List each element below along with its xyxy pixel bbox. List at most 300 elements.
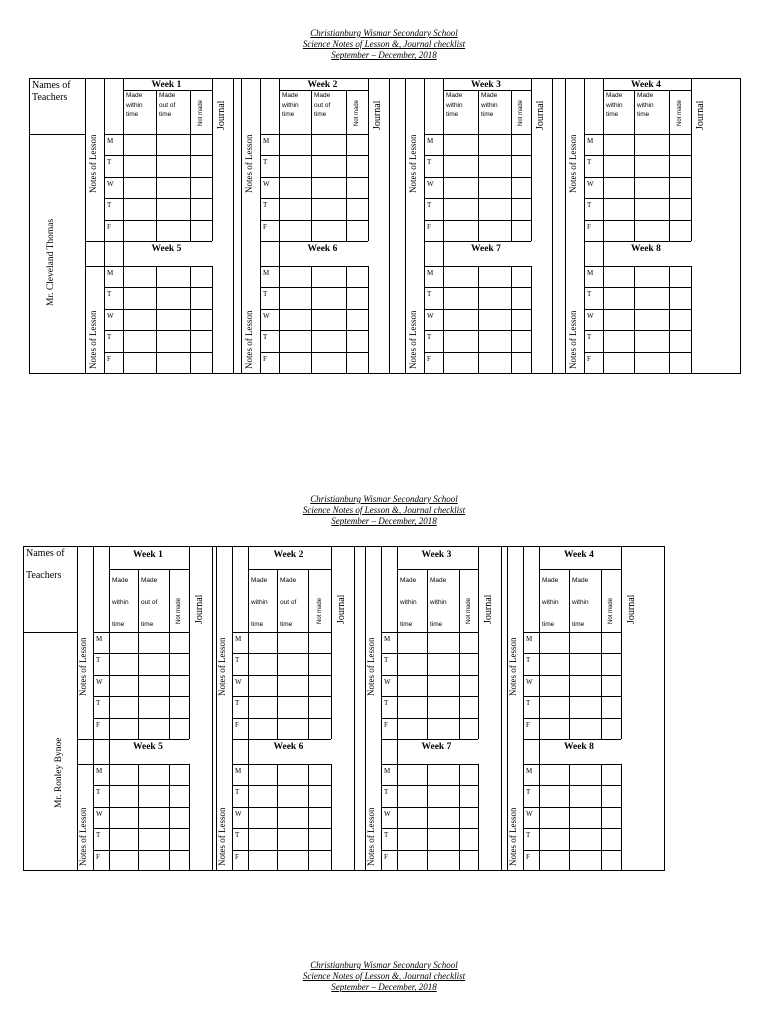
subheader-line: out of xyxy=(141,599,158,606)
grid-line xyxy=(381,696,478,697)
grid-line xyxy=(260,198,368,199)
grid-line xyxy=(331,546,332,739)
day-label: M xyxy=(587,269,594,277)
day-label: T xyxy=(526,656,531,665)
grid-line xyxy=(93,828,189,829)
notes-of-lesson-label: Notes of Lesson xyxy=(567,134,578,193)
day-label: M xyxy=(96,635,103,643)
grid-line xyxy=(523,675,621,676)
made-out-of-time-label xyxy=(314,91,345,120)
grid-line xyxy=(346,90,347,241)
day-label: T xyxy=(235,831,240,840)
subheader-line: within xyxy=(430,599,447,606)
day-label: T xyxy=(263,290,268,299)
subheader-line: time xyxy=(314,111,327,118)
grid-line xyxy=(511,90,512,241)
made-out-of-time-label xyxy=(141,570,168,636)
day-label: T xyxy=(526,699,531,708)
subheader-line: Made xyxy=(251,577,268,584)
day-label: M xyxy=(107,269,114,277)
grid-line xyxy=(23,546,24,871)
week-label: Week 7 xyxy=(421,742,452,752)
grid-line xyxy=(189,764,190,871)
grid-line xyxy=(552,78,553,374)
grid-line xyxy=(664,546,665,871)
grid-line xyxy=(368,78,369,241)
not-made-label: Not made xyxy=(198,99,204,126)
subheader-line: Made xyxy=(400,577,417,584)
day-label: M xyxy=(235,635,242,643)
made-within-time-label xyxy=(542,570,568,636)
notes-of-lesson-label: Notes of Lesson xyxy=(366,807,376,866)
term-period: September – December, 2018 xyxy=(331,516,437,526)
day-label: F xyxy=(263,354,267,363)
journal-label: Journal xyxy=(534,100,546,130)
grid-line xyxy=(424,155,531,156)
grid-line xyxy=(584,330,691,331)
subheader-line: time xyxy=(280,621,293,628)
day-label: F xyxy=(107,354,111,363)
day-label: T xyxy=(427,201,432,210)
day-label: W xyxy=(587,311,594,320)
grid-line xyxy=(93,696,189,697)
subheader-line: time xyxy=(446,111,459,118)
notes-of-lesson-label: Notes of Lesson xyxy=(407,310,418,369)
journal-label: Journal xyxy=(335,594,347,624)
grid-line xyxy=(93,739,189,740)
journal-label: Journal xyxy=(371,100,383,130)
grid-line xyxy=(23,632,77,633)
day-label: W xyxy=(96,809,103,818)
grid-line xyxy=(212,546,213,871)
subheader-line: within xyxy=(126,101,143,109)
grid-line xyxy=(232,675,331,676)
week-label: Week 2 xyxy=(273,550,304,560)
school-name: Christianburg Wismar Secondary School xyxy=(310,960,458,970)
grid-line xyxy=(233,78,234,374)
subheader-line: within xyxy=(251,599,268,606)
day-label: T xyxy=(96,656,101,665)
grid-line xyxy=(691,78,692,241)
day-label: F xyxy=(107,222,111,231)
week-label: Week 7 xyxy=(471,244,501,254)
subheader-line: time xyxy=(400,621,413,628)
grid-line xyxy=(85,241,104,242)
made-within-time-label xyxy=(606,91,633,120)
grid-line xyxy=(260,287,368,288)
grid-line xyxy=(531,78,532,241)
day-label: T xyxy=(587,290,592,299)
day-label: T xyxy=(96,788,101,797)
grid-line xyxy=(354,546,355,871)
grid-line xyxy=(169,764,170,871)
grid-line xyxy=(29,78,741,79)
grid-line xyxy=(260,155,368,156)
grid-line xyxy=(104,287,212,288)
week-label: Week 3 xyxy=(471,80,501,90)
grid-line xyxy=(565,78,566,374)
subheader-line: time xyxy=(481,111,494,118)
day-label: T xyxy=(263,158,268,167)
grid-line xyxy=(212,266,213,374)
names-of-teachers-label: Names of xyxy=(26,548,65,559)
notes-of-lesson-label: Notes of Lesson xyxy=(567,310,578,369)
grid-line xyxy=(511,266,512,374)
notes-of-lesson-label: Notes of Lesson xyxy=(508,637,518,696)
day-label: T xyxy=(235,656,240,665)
day-label: T xyxy=(263,201,268,210)
term-period: September – December, 2018 xyxy=(331,982,437,992)
subheader-line: Made xyxy=(141,577,158,584)
day-label: T xyxy=(263,333,268,342)
grid-line xyxy=(190,90,191,241)
grid-line xyxy=(109,546,110,871)
day-label: W xyxy=(526,809,533,818)
subheader-line: Made xyxy=(572,577,589,584)
week-label: Week 3 xyxy=(421,550,452,560)
day-label: T xyxy=(384,699,389,708)
day-label: T xyxy=(587,201,592,210)
subheader-line: out of xyxy=(159,101,176,109)
notes-of-lesson-label: Notes of Lesson xyxy=(217,807,227,866)
day-label: T xyxy=(107,201,112,210)
day-label: F xyxy=(526,852,530,861)
grid-line xyxy=(523,696,621,697)
subheader-line: Made xyxy=(430,577,447,584)
names-of-teachers-label: Teachers xyxy=(32,92,68,103)
day-label: T xyxy=(427,158,432,167)
day-label: T xyxy=(587,333,592,342)
grid-line xyxy=(424,198,531,199)
subheader-line: Made xyxy=(280,577,297,584)
grid-line xyxy=(311,266,312,374)
subheader-line: Made xyxy=(481,92,498,99)
grid-line xyxy=(424,287,531,288)
grid-line xyxy=(190,266,191,374)
journal-label: Journal xyxy=(482,594,494,624)
grid-line xyxy=(104,309,212,310)
day-label: F xyxy=(235,852,239,861)
grid-line xyxy=(93,785,189,786)
grid-line xyxy=(104,241,212,242)
day-label: W xyxy=(526,677,533,686)
day-label: F xyxy=(96,852,100,861)
grid-line xyxy=(232,653,331,654)
journal-label: Journal xyxy=(625,594,637,624)
notes-of-lesson-label: Notes of Lesson xyxy=(87,310,98,369)
grid-line xyxy=(523,718,621,719)
day-label: T xyxy=(587,158,592,167)
grid-line xyxy=(381,807,478,808)
grid-line xyxy=(381,653,478,654)
grid-line xyxy=(424,266,531,267)
grid-line xyxy=(77,739,93,740)
notes-of-lesson-label: Notes of Lesson xyxy=(78,807,88,866)
journal-label: Journal xyxy=(193,594,205,624)
grid-line xyxy=(232,807,331,808)
grid-line xyxy=(523,739,621,740)
grid-line xyxy=(232,739,331,740)
grid-line xyxy=(669,266,670,374)
day-label: T xyxy=(384,656,389,665)
day-label: M xyxy=(263,137,270,145)
week-label: Week 8 xyxy=(631,244,661,254)
notes-of-lesson-label: Notes of Lesson xyxy=(87,134,98,193)
checklist-table-cleveland-thomas xyxy=(29,78,741,374)
grid-line xyxy=(311,90,312,241)
grid-line xyxy=(104,155,212,156)
made-within-time-label xyxy=(251,570,276,636)
not-made-label: Not made xyxy=(518,99,524,126)
grid-line xyxy=(381,850,478,851)
subheader-line: out of xyxy=(314,101,331,109)
day-label: F xyxy=(384,852,388,861)
journal-label: Journal xyxy=(215,100,227,130)
teacher-name: Mr. Ronley Bynoe xyxy=(54,737,64,808)
day-label: W xyxy=(235,677,242,686)
grid-line xyxy=(740,78,741,374)
header-block-1 xyxy=(0,28,768,61)
grid-line xyxy=(212,78,213,241)
notes-of-lesson-label: Notes of Lesson xyxy=(78,637,88,696)
grid-line xyxy=(232,828,331,829)
day-label: T xyxy=(427,333,432,342)
checklist-title: Science Notes of Lesson &, Journal checklist xyxy=(302,971,466,981)
subheader-line: time xyxy=(542,621,555,628)
day-label: W xyxy=(427,179,434,188)
day-label: W xyxy=(263,179,270,188)
made-out-of-time-label xyxy=(159,91,189,120)
grid-line xyxy=(523,807,621,808)
day-label: M xyxy=(107,137,114,145)
grid-line xyxy=(241,78,242,374)
grid-line xyxy=(368,266,369,374)
made-within-time-label xyxy=(282,91,310,120)
grid-line xyxy=(23,546,665,547)
subheader-line: time xyxy=(282,111,295,118)
grid-line xyxy=(634,90,635,241)
grid-line xyxy=(381,675,478,676)
term-period: September – December, 2018 xyxy=(331,50,437,60)
grid-line xyxy=(156,266,157,374)
subheader-line: time xyxy=(606,111,619,118)
grid-line xyxy=(93,718,189,719)
grid-line xyxy=(93,675,189,676)
made-within-time-label xyxy=(400,570,426,636)
subheader-line: time xyxy=(572,621,585,628)
subheader-line: within xyxy=(481,101,498,109)
grid-line xyxy=(93,546,94,871)
notes-of-lesson-label: Notes of Lesson xyxy=(508,807,518,866)
day-label: M xyxy=(235,767,242,775)
subheader-line: out of xyxy=(280,599,297,606)
subheader-line: Made xyxy=(159,92,176,99)
grid-line xyxy=(523,785,621,786)
grid-line xyxy=(308,764,309,871)
grid-line xyxy=(260,309,368,310)
notes-of-lesson-label: Notes of Lesson xyxy=(217,637,227,696)
subheader-line: Made xyxy=(126,92,143,99)
checklist-title: Science Notes of Lesson &, Journal checklist xyxy=(302,39,466,49)
grid-line xyxy=(584,134,691,135)
day-label: T xyxy=(526,831,531,840)
grid-line xyxy=(523,653,621,654)
grid-line xyxy=(424,177,531,178)
day-label: T xyxy=(107,158,112,167)
made-within-time-label xyxy=(637,91,668,120)
week-label: Week 5 xyxy=(133,742,163,752)
subheader-line: time xyxy=(159,111,172,118)
day-label: F xyxy=(526,720,530,729)
day-label: T xyxy=(96,831,101,840)
grid-line xyxy=(260,266,368,267)
grid-line xyxy=(29,134,85,135)
grid-line xyxy=(584,309,691,310)
grid-line xyxy=(104,134,212,135)
made-within-time-label xyxy=(430,570,458,636)
checklist-title: Science Notes of Lesson &, Journal checklist xyxy=(302,505,466,515)
day-label: F xyxy=(263,222,267,231)
grid-line xyxy=(501,546,502,871)
grid-line xyxy=(691,266,692,374)
grid-line xyxy=(104,220,212,221)
day-label: F xyxy=(587,354,591,363)
grid-line xyxy=(584,177,691,178)
made-within-time-label xyxy=(126,91,155,120)
grid-line xyxy=(634,266,635,374)
grid-line xyxy=(248,546,249,871)
not-made-label: Not made xyxy=(354,99,360,126)
made-within-time-label xyxy=(572,570,600,636)
day-label: M xyxy=(526,767,533,775)
grid-line xyxy=(260,220,368,221)
grid-line xyxy=(539,546,540,871)
grid-line xyxy=(584,155,691,156)
made-within-time-label xyxy=(446,91,477,120)
grid-line xyxy=(569,764,570,871)
day-label: T xyxy=(235,699,240,708)
grid-line xyxy=(277,764,278,871)
grid-line xyxy=(584,287,691,288)
week-label: Week 4 xyxy=(564,550,594,560)
week-label: Week 6 xyxy=(273,742,304,752)
subheader-line: within xyxy=(112,599,129,606)
grid-line xyxy=(381,764,478,765)
not-made-label: Not made xyxy=(316,597,323,624)
header-block-2 xyxy=(0,494,768,527)
grid-line xyxy=(397,546,398,871)
day-label: T xyxy=(235,788,240,797)
grid-line xyxy=(584,241,691,242)
grid-line xyxy=(104,198,212,199)
grid-line xyxy=(601,764,602,871)
subheader-line: time xyxy=(141,621,154,628)
grid-line xyxy=(232,632,331,633)
day-label: F xyxy=(427,354,431,363)
subheader-line: within xyxy=(606,101,623,109)
grid-line xyxy=(232,696,331,697)
subheader-line: within xyxy=(637,101,654,109)
day-label: W xyxy=(96,677,103,686)
grid-line xyxy=(381,785,478,786)
grid-line xyxy=(189,546,190,739)
made-out-of-time-label xyxy=(280,570,307,636)
day-label: T xyxy=(96,699,101,708)
grid-line xyxy=(523,850,621,851)
day-label: W xyxy=(107,311,114,320)
school-name: Christianburg Wismar Secondary School xyxy=(310,494,458,504)
subheader-line: Made xyxy=(282,92,299,99)
notes-of-lesson-label: Notes of Lesson xyxy=(243,134,254,193)
checklist-table-ronley-bynoe xyxy=(23,546,665,871)
grid-line xyxy=(424,134,531,135)
day-label: M xyxy=(427,137,434,145)
not-made-label: Not made xyxy=(176,597,182,624)
grid-line xyxy=(232,546,233,871)
day-label: W xyxy=(384,677,391,686)
grid-line xyxy=(621,546,622,739)
week-label: Week 5 xyxy=(151,244,182,254)
grid-line xyxy=(260,241,368,242)
grid-line xyxy=(478,266,479,374)
subheader-line: Made xyxy=(637,92,654,99)
grid-line xyxy=(156,90,157,241)
subheader-line: within xyxy=(542,599,559,606)
grid-line xyxy=(459,764,460,871)
notes-of-lesson-label: Notes of Lesson xyxy=(243,310,254,369)
subheader-line: Made xyxy=(606,92,623,99)
day-label: F xyxy=(384,720,388,729)
grid-line xyxy=(93,632,189,633)
day-label: W xyxy=(263,311,270,320)
made-within-time-label xyxy=(112,570,137,636)
grid-line xyxy=(104,266,212,267)
day-label: T xyxy=(107,333,112,342)
notes-of-lesson-label: Notes of Lesson xyxy=(366,637,376,696)
grid-line xyxy=(232,850,331,851)
grid-line xyxy=(93,850,189,851)
grid-line xyxy=(104,177,212,178)
day-label: M xyxy=(384,635,391,643)
day-label: F xyxy=(235,720,239,729)
day-label: M xyxy=(96,767,103,775)
not-made-label: Not made xyxy=(677,99,683,126)
grid-line xyxy=(405,78,406,374)
teacher-name: Mr. Cleveland Thomas xyxy=(46,218,56,306)
not-made-label: Not made xyxy=(608,597,614,624)
week-label: Week 2 xyxy=(307,80,338,90)
grid-line xyxy=(346,266,347,374)
day-label: W xyxy=(235,809,242,818)
subheader-line: time xyxy=(637,111,650,118)
grid-line xyxy=(424,241,531,242)
day-label: M xyxy=(427,269,434,277)
grid-line xyxy=(29,78,30,374)
grid-line xyxy=(260,352,368,353)
day-label: T xyxy=(526,788,531,797)
subheader-line: Made xyxy=(542,577,559,584)
grid-line xyxy=(93,807,189,808)
grid-line xyxy=(389,78,390,374)
grid-line xyxy=(427,764,428,871)
grid-line xyxy=(621,764,622,871)
grid-line xyxy=(424,330,531,331)
week-label: Week 8 xyxy=(564,742,594,752)
day-label: M xyxy=(263,269,270,277)
day-label: T xyxy=(107,290,112,299)
week-label: Week 1 xyxy=(151,80,182,90)
subheader-line: within xyxy=(282,101,299,109)
